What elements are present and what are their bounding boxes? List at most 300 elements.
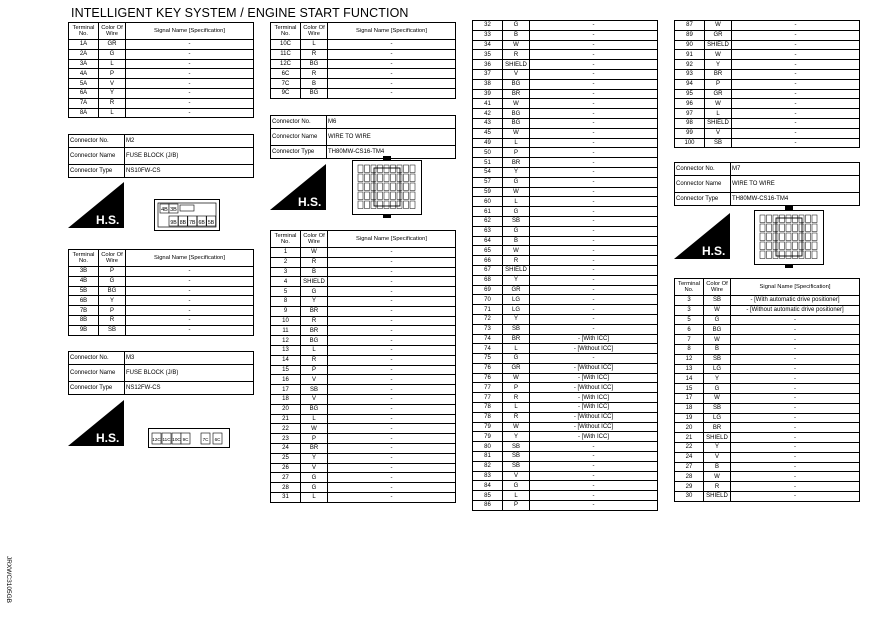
table-row: [675, 138, 860, 148]
table-row: [69, 325, 254, 335]
terminal-no: 57: [473, 177, 503, 187]
pin-cavity: [391, 201, 396, 209]
table-row: [675, 89, 860, 99]
wire-color: G: [704, 384, 731, 394]
pin-cavity: [410, 201, 415, 209]
wire-color: R: [503, 50, 530, 60]
table-row: [271, 345, 456, 355]
signal-name: -: [530, 461, 658, 471]
signal-name: -: [731, 413, 860, 423]
terminal-no: 38: [473, 79, 503, 89]
wire-color: V: [301, 394, 328, 404]
signal-name: -: [328, 443, 456, 453]
table-row: [675, 30, 860, 40]
table-row: [473, 109, 658, 119]
wire-color: P: [99, 267, 126, 277]
wire-color: GR: [503, 285, 530, 295]
terminal-no: 7: [675, 335, 704, 345]
pin-cavity: [806, 251, 811, 259]
terminal-no: 33: [473, 30, 503, 40]
wire-color: BR: [503, 158, 530, 168]
pin-cavity: [378, 183, 383, 191]
signal-name: -: [732, 109, 860, 119]
pin-cavity: [786, 242, 791, 250]
pin-cavity: [410, 183, 415, 191]
pin-cavity: [384, 183, 389, 191]
pin-cavity: [397, 174, 402, 182]
signal-name: -: [126, 267, 254, 277]
wire-color: SB: [503, 324, 530, 334]
signal-name: -: [731, 393, 860, 403]
signal-name: -: [328, 492, 456, 502]
pin-cavity: [812, 242, 817, 250]
signal-name: -: [328, 336, 456, 346]
terminal-no: 83: [473, 471, 503, 481]
table-row: [271, 248, 456, 258]
wire-color: SB: [301, 385, 328, 395]
terminal-no: 12C: [271, 59, 301, 69]
document-code: JRXWC3105GB: [5, 556, 12, 603]
table-row: [675, 472, 860, 482]
terminal-no: 68: [473, 275, 503, 285]
pin-cavity: [371, 183, 376, 191]
table-row: [473, 354, 658, 364]
pin-cavity: [799, 251, 804, 259]
table-row: [271, 88, 456, 98]
table-row: [69, 108, 254, 118]
terminal-no: 89: [675, 30, 705, 40]
wire-color: W: [704, 393, 731, 403]
terminal-no: 74: [473, 334, 503, 344]
table-row: [473, 324, 658, 334]
signal-name: - [With ICC]: [530, 334, 658, 344]
table-row: [675, 21, 860, 31]
table-row: [675, 491, 860, 501]
signal-name: -: [530, 501, 658, 511]
table-row: [473, 69, 658, 79]
wire-color: BR: [301, 443, 328, 453]
pin-cavity: [365, 192, 370, 200]
wire-color: R: [503, 412, 530, 422]
wire-color: Y: [705, 60, 732, 70]
pin-cavity: [760, 251, 765, 259]
pin-label: 4B: [161, 207, 168, 213]
pin-cavity: [404, 183, 409, 191]
wire-color: R: [503, 256, 530, 266]
terminal-table-1: [68, 22, 254, 118]
terminal-no: 85: [473, 491, 503, 501]
wire-color: SHIELD: [503, 265, 530, 275]
connector-info-m6: Connector No. M6 Connector Name WIRE TO WIRE Connector Type TH80MW-CS16-TM4: [270, 115, 456, 159]
wire-color: R: [99, 315, 126, 325]
wire-color: V: [301, 463, 328, 473]
terminal-no: 82: [473, 461, 503, 471]
terminal-no: 35: [473, 50, 503, 60]
signal-name: -: [530, 207, 658, 217]
terminal-no: 7B: [69, 306, 99, 316]
terminal-no: 6C: [271, 69, 301, 79]
table-row: [271, 414, 456, 424]
terminal-no: 70: [473, 295, 503, 305]
signal-name: -: [530, 285, 658, 295]
table-row: [473, 246, 658, 256]
pin-cavity: [384, 192, 389, 200]
table-row: [473, 295, 658, 305]
table-row: [675, 325, 860, 335]
table-row: [473, 60, 658, 70]
terminal-no: 65: [473, 246, 503, 256]
terminal-no: 3: [271, 267, 301, 277]
pin-cavity: [378, 174, 383, 182]
terminal-no: 2: [271, 257, 301, 267]
pin-cavity: [365, 165, 370, 173]
table-row: [473, 491, 658, 501]
pin-cavity: [371, 201, 376, 209]
pin-cavity: [786, 215, 791, 223]
pin-cavity: [410, 174, 415, 182]
terminal-no: 98: [675, 118, 705, 128]
table-header: [271, 23, 456, 40]
pin-label: 9C: [182, 437, 189, 442]
pin-cavity: [767, 242, 772, 250]
wire-color: SB: [503, 452, 530, 462]
signal-name: -: [328, 365, 456, 375]
pin-cavity: [773, 224, 778, 232]
terminal-no: 7A: [69, 98, 99, 108]
terminal-no: 1: [271, 248, 301, 258]
header-color: Color Of Wire: [301, 23, 328, 40]
header-terminal: Terminal No.: [271, 23, 301, 40]
terminal-no: 10: [271, 316, 301, 326]
signal-name: -: [530, 99, 658, 109]
terminal-no: 45: [473, 128, 503, 138]
signal-name: -: [530, 256, 658, 266]
signal-name: -: [530, 236, 658, 246]
wire-color: R: [301, 69, 328, 79]
wire-color: Y: [704, 374, 731, 384]
terminal-no: 9: [271, 306, 301, 316]
wire-color: BR: [301, 326, 328, 336]
pin-cavity: [793, 251, 798, 259]
table-row: [473, 226, 658, 236]
signal-name: -: [731, 374, 860, 384]
wire-color: LG: [704, 364, 731, 374]
table-row: [675, 296, 860, 306]
table-row: [675, 344, 860, 354]
pin-cavity: [365, 201, 370, 209]
wire-color: L: [301, 345, 328, 355]
signal-name: - [With ICC]: [530, 403, 658, 413]
wire-color: V: [503, 69, 530, 79]
table-row: [473, 422, 658, 432]
header-color: Color Of Wire: [99, 23, 126, 40]
pin-cavity: [760, 242, 765, 250]
terminal-no: 92: [675, 60, 705, 70]
pin-cavity: [780, 215, 785, 223]
table-row: [69, 296, 254, 306]
table-header: [271, 231, 456, 248]
table-row: [271, 306, 456, 316]
table-row: [473, 314, 658, 324]
wire-color: BR: [503, 89, 530, 99]
signal-name: -: [530, 167, 658, 177]
wire-color: BG: [99, 286, 126, 296]
pin-cavity: [397, 183, 402, 191]
pin-cavity: [384, 201, 389, 209]
signal-name: - [Without ICC]: [530, 422, 658, 432]
signal-name: -: [732, 138, 860, 148]
table-row: [675, 335, 860, 345]
pin-cavity: [767, 224, 772, 232]
wire-color: G: [99, 49, 126, 59]
table-row: [675, 69, 860, 79]
wire-color: SB: [503, 461, 530, 471]
wire-color: V: [705, 128, 732, 138]
terminal-no: 17: [271, 385, 301, 395]
table-row: [675, 482, 860, 492]
signal-name: -: [126, 40, 254, 50]
terminal-no: 75: [473, 354, 503, 364]
terminal-no: 6A: [69, 88, 99, 98]
table-row: [675, 393, 860, 403]
signal-name: -: [328, 248, 456, 258]
wire-color: SB: [503, 442, 530, 452]
wire-color: G: [704, 315, 731, 325]
header-signal: Signal Name [Specification]: [328, 231, 456, 248]
terminal-no: 11C: [271, 49, 301, 59]
wire-color: R: [503, 393, 530, 403]
harness-side-logo: [674, 213, 730, 259]
terminal-no: 24: [675, 452, 704, 462]
terminal-no: 26: [271, 463, 301, 473]
table-row: [271, 316, 456, 326]
signal-name: -: [731, 325, 860, 335]
wire-color: L: [301, 40, 328, 50]
pin-cavity: [767, 251, 772, 259]
wire-color: L: [301, 414, 328, 424]
table-header: [675, 279, 860, 296]
pin-cavity: [760, 233, 765, 241]
terminal-no: 77: [473, 393, 503, 403]
table-row: [675, 60, 860, 70]
table-row: [473, 118, 658, 128]
pin-label: 6C: [214, 437, 221, 442]
pin-cavity: [773, 242, 778, 250]
table-row: [271, 385, 456, 395]
terminal-no: 15: [271, 365, 301, 375]
terminal-no: 16: [271, 375, 301, 385]
signal-name: -: [126, 276, 254, 286]
signal-name: -: [126, 98, 254, 108]
pin-cavity: [397, 192, 402, 200]
signal-name: -: [732, 118, 860, 128]
table-row: [675, 433, 860, 443]
terminal-no: 76: [473, 373, 503, 383]
terminal-no: 11: [271, 326, 301, 336]
table-row: [675, 128, 860, 138]
signal-name: -: [731, 433, 860, 443]
signal-name: -: [530, 265, 658, 275]
pin-cavity: [793, 242, 798, 250]
table-row: [675, 374, 860, 384]
wire-color: B: [704, 344, 731, 354]
table-row: [271, 375, 456, 385]
terminal-no: 14: [271, 355, 301, 365]
wire-color: Y: [99, 296, 126, 306]
table-row: [675, 364, 860, 374]
terminal-no: 49: [473, 138, 503, 148]
signal-name: -: [328, 277, 456, 287]
pin-cavity: [391, 165, 396, 173]
wire-color: W: [503, 422, 530, 432]
signal-name: -: [530, 246, 658, 256]
table-row: [473, 373, 658, 383]
pin-cavity: [358, 192, 363, 200]
table-row: [271, 257, 456, 267]
signal-name: -: [328, 375, 456, 385]
header-signal: Signal Name [Specification]: [126, 23, 254, 40]
wire-color: R: [301, 316, 328, 326]
signal-name: -: [732, 50, 860, 60]
pin-cavity: [799, 215, 804, 223]
table-row: [473, 275, 658, 285]
wire-color: G: [503, 21, 530, 31]
terminal-no: 76: [473, 363, 503, 373]
table-row: [473, 461, 658, 471]
terminal-no: 4A: [69, 69, 99, 79]
signal-name: - [Without automatic drive positioner]: [731, 305, 860, 315]
wire-color: W: [704, 335, 731, 345]
signal-name: -: [732, 89, 860, 99]
table-row: [473, 256, 658, 266]
terminal-no: 86: [473, 501, 503, 511]
signal-name: -: [328, 414, 456, 424]
connector-face-m7: [754, 206, 824, 270]
terminal-no: 6B: [69, 296, 99, 306]
terminal-no: 3: [675, 305, 704, 315]
terminal-no: 14: [675, 374, 704, 384]
pin-cavity: [780, 251, 785, 259]
signal-name: -: [126, 315, 254, 325]
pin-cavity: [773, 251, 778, 259]
table-row: [675, 305, 860, 315]
table-row: [271, 296, 456, 306]
table-row: [675, 109, 860, 119]
wire-color: SHIELD: [705, 40, 732, 50]
table-row: [473, 403, 658, 413]
pin-cavity: [378, 192, 383, 200]
wire-color: P: [503, 383, 530, 393]
table-row: [271, 365, 456, 375]
pin-cavity: [786, 251, 791, 259]
wire-color: SHIELD: [705, 118, 732, 128]
terminal-no: 73: [473, 324, 503, 334]
wire-color: LG: [503, 305, 530, 315]
wire-color: BG: [301, 336, 328, 346]
wire-color: SB: [704, 296, 731, 306]
wire-color: GR: [705, 89, 732, 99]
signal-name: -: [530, 89, 658, 99]
signal-name: -: [530, 177, 658, 187]
terminal-table-6: [674, 20, 860, 148]
pin-label: 6B: [198, 220, 205, 226]
terminal-no: 93: [675, 69, 705, 79]
table-row: [271, 326, 456, 336]
wire-color: W: [503, 187, 530, 197]
wire-color: LG: [704, 413, 731, 423]
wire-color: BR: [301, 306, 328, 316]
signal-name: -: [126, 325, 254, 335]
table-row: [675, 403, 860, 413]
pin-cavity: [384, 165, 389, 173]
table-row: [473, 79, 658, 89]
table-row: [675, 50, 860, 60]
pin-cavity: [358, 165, 363, 173]
signal-name: -: [328, 267, 456, 277]
pin-cavity: [793, 215, 798, 223]
wire-color: P: [99, 69, 126, 79]
table-row: [271, 287, 456, 297]
table-row: [271, 473, 456, 483]
pin-cavity: [780, 242, 785, 250]
wire-color: L: [99, 59, 126, 69]
table-row: [473, 216, 658, 226]
wire-color: W: [503, 373, 530, 383]
pin-cavity: [760, 224, 765, 232]
terminal-no: 71: [473, 305, 503, 315]
wire-color: B: [503, 30, 530, 40]
signal-name: -: [328, 306, 456, 316]
header-color: Color Of Wire: [704, 279, 731, 296]
terminal-no: 94: [675, 79, 705, 89]
terminal-no: 72: [473, 314, 503, 324]
pin-cavity: [371, 174, 376, 182]
terminal-no: 37: [473, 69, 503, 79]
wire-color: W: [704, 472, 731, 482]
wire-color: BG: [301, 404, 328, 414]
terminal-no: 22: [271, 424, 301, 434]
signal-name: -: [328, 79, 456, 89]
wire-color: LG: [503, 295, 530, 305]
signal-name: -: [126, 306, 254, 316]
wire-color: L: [503, 403, 530, 413]
signal-name: -: [328, 345, 456, 355]
table-row: [473, 207, 658, 217]
terminal-no: 27: [271, 473, 301, 483]
table-row: [473, 481, 658, 491]
terminal-no: 60: [473, 197, 503, 207]
pin-cavity: [812, 224, 817, 232]
wire-color: P: [705, 79, 732, 89]
signal-name: -: [731, 315, 860, 325]
wire-color: P: [301, 365, 328, 375]
terminal-no: 27: [675, 462, 704, 472]
table-row: [473, 177, 658, 187]
signal-name: - [With ICC]: [530, 393, 658, 403]
wire-color: V: [301, 375, 328, 385]
terminal-no: 32: [473, 21, 503, 31]
signal-name: -: [530, 197, 658, 207]
signal-name: -: [530, 21, 658, 31]
signal-name: -: [530, 481, 658, 491]
terminal-no: 61: [473, 207, 503, 217]
pin-cavity: [404, 174, 409, 182]
pin-cavity: [786, 224, 791, 232]
table-row: [473, 50, 658, 60]
wire-color: R: [301, 49, 328, 59]
wire-color: Y: [99, 88, 126, 98]
pin-label: 10C: [172, 437, 181, 442]
